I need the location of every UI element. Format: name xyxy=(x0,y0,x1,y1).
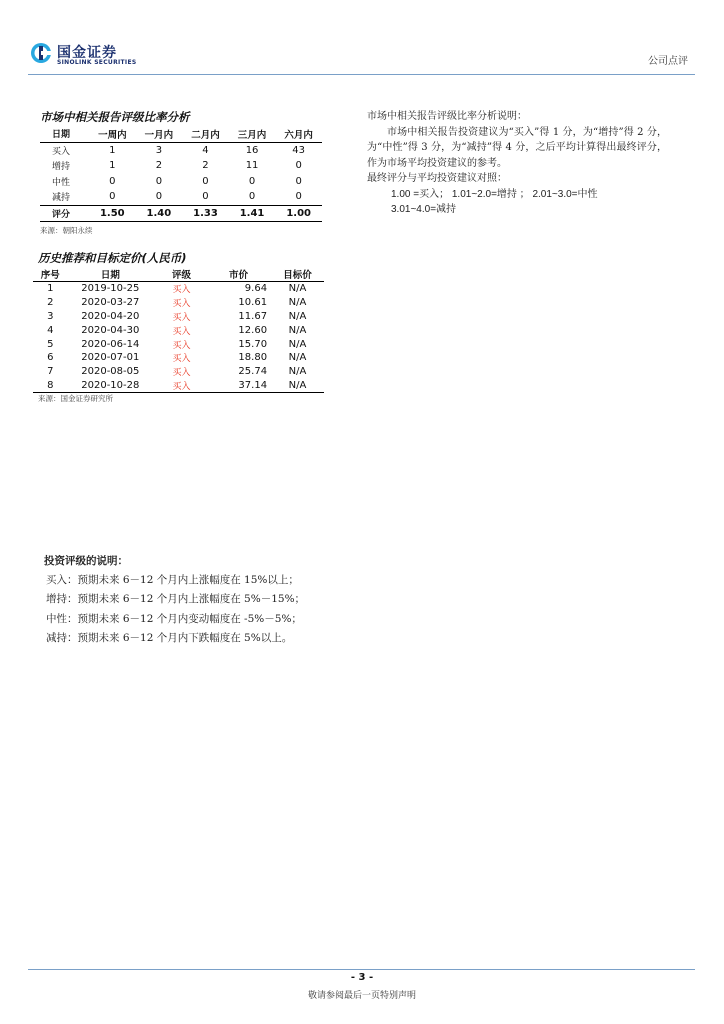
history-table xyxy=(33,267,324,393)
cell-target: N/A xyxy=(288,338,307,350)
cell-price: 12.60 xyxy=(238,324,268,336)
cell: 1.50 xyxy=(89,205,136,222)
cell-rating: 买入 xyxy=(172,285,191,296)
cell: 0 xyxy=(295,191,302,203)
cell: 0 xyxy=(248,191,256,203)
cell-date: 2019-10-25 xyxy=(81,283,140,295)
footer-disclaimer: 敬请参阅最后一页特别声明 xyxy=(307,991,416,1001)
col-header-price: 市价 xyxy=(210,267,271,282)
footer-divider xyxy=(28,969,695,970)
cell: 2 xyxy=(155,160,163,172)
mapping-line-1: 1.00 =买入； 1.01~2.0=增持 ； 2.01~3.0=中性 xyxy=(391,188,598,200)
cell-price: 10.61 xyxy=(238,297,268,309)
cell-target: N/A xyxy=(288,310,307,322)
table-row xyxy=(33,282,324,296)
table-row xyxy=(33,323,324,337)
cell-price: 25.74 xyxy=(238,366,268,378)
row-label: 增持 xyxy=(52,162,71,173)
table-row xyxy=(33,310,324,324)
cell-no: 3 xyxy=(47,310,54,322)
cell: 0 xyxy=(109,175,116,187)
cell-date: 2020-04-20 xyxy=(81,310,140,322)
rating-definitions-title: 投资评级的说明： xyxy=(44,555,128,567)
cell-no: 4 xyxy=(47,324,54,336)
cell-date: 2020-04-30 xyxy=(81,324,140,336)
rating-explanation xyxy=(367,109,667,218)
cell: 1.33 xyxy=(182,205,229,222)
cell-rating: 买入 xyxy=(172,299,191,310)
cell: 43 xyxy=(292,144,306,156)
rating-stats-source: 来源：朝阳永续 xyxy=(40,226,93,235)
table-row xyxy=(33,296,324,310)
col-header-2m: 二月内 xyxy=(182,126,229,142)
cell-price: 37.14 xyxy=(210,379,271,393)
cell: 0 xyxy=(109,191,116,203)
col-header-date: 日期 xyxy=(40,126,89,142)
table-row xyxy=(33,351,324,365)
cell-target: N/A xyxy=(288,324,307,336)
cell-date: 2020-06-14 xyxy=(81,338,140,350)
cell-date: 2020-07-01 xyxy=(81,352,140,364)
cell: 1.41 xyxy=(229,205,276,222)
rating-stats-title: 市场中相关报告评级比率分析 xyxy=(40,110,190,124)
col-header-date: 日期 xyxy=(68,267,153,282)
definition-buy: 买入：预期未来 6－12 个月内上涨幅度在 15%以上； xyxy=(46,574,299,587)
row-label: 买入 xyxy=(52,146,71,157)
cell-target: N/A xyxy=(271,379,324,393)
cell-no: 6 xyxy=(47,352,54,364)
col-header-1m: 一月内 xyxy=(136,126,183,142)
cell-date: 2020-08-05 xyxy=(81,366,140,378)
page-header xyxy=(28,38,696,74)
col-header-1w: 一周内 xyxy=(89,126,136,142)
cell: 1 xyxy=(109,160,116,172)
definition-overweight: 增持：预期未来 6－12 个月内上涨幅度在 5%－15%； xyxy=(46,593,306,606)
cell-target: N/A xyxy=(288,283,307,295)
col-header-target: 目标价 xyxy=(271,267,324,282)
cell-no: 1 xyxy=(47,283,54,295)
cell: 1.40 xyxy=(136,205,183,222)
col-header-no: 序号 xyxy=(33,267,68,282)
cell: 1 xyxy=(109,144,116,156)
cell: 4 xyxy=(202,144,209,156)
cell: 0 xyxy=(202,191,209,203)
table-row xyxy=(40,189,322,205)
rating-stats-header-row xyxy=(40,126,322,142)
cell-target: N/A xyxy=(288,366,307,378)
cell-no: 8 xyxy=(33,379,68,393)
definition-underweight: 减持：预期未来 6－12 个月内下跌幅度在 5%以上。 xyxy=(46,631,293,644)
col-header-rating: 评级 xyxy=(153,267,210,282)
table-row xyxy=(40,158,322,174)
cell-price: 18.80 xyxy=(238,352,268,364)
cell-no: 7 xyxy=(47,366,54,378)
sinolink-logo-icon xyxy=(30,42,52,64)
cell: 0 xyxy=(155,191,163,203)
report-type-label: 公司点评 xyxy=(648,56,688,67)
table-row xyxy=(33,337,324,351)
cell-rating: 买入 xyxy=(172,326,191,337)
definition-neutral: 中性：预期未来 6－12 个月内变动幅度在 -5%－5%； xyxy=(46,612,302,625)
mapping-title: 最终评分与平均投资建议对照： xyxy=(367,173,507,184)
cell-price: 11.67 xyxy=(238,310,268,322)
cell-target: N/A xyxy=(288,352,307,364)
cell-price: 15.70 xyxy=(238,338,268,350)
table-row xyxy=(40,174,322,190)
table-row xyxy=(33,379,324,393)
cell: 11 xyxy=(245,160,259,172)
row-label: 评分 xyxy=(40,205,89,222)
mapping-line-2: 3.01~4.0=减持 xyxy=(391,204,457,215)
table-row xyxy=(33,365,324,379)
table-row xyxy=(40,142,322,158)
cell-rating: 买入 xyxy=(153,379,210,393)
cell-rating: 买入 xyxy=(172,340,191,351)
cell-rating: 买入 xyxy=(172,354,191,365)
cell-date: 2020-03-27 xyxy=(81,297,140,309)
cell: 0 xyxy=(295,160,302,172)
cell: 0 xyxy=(155,175,163,187)
history-header-row xyxy=(33,267,324,282)
col-header-6m: 六月内 xyxy=(275,126,322,142)
cell: 3 xyxy=(155,144,163,156)
explanation-body: 市场中相关报告投资建议为“买入”得 1 分，为“增持”得 2 分，为“中性”得 3 分，为“减持”得 4 分，之后平均计算得出最终评分，作为市场平均投资建议的参考。 xyxy=(367,126,667,169)
rating-definitions xyxy=(44,552,305,648)
cell-no: 5 xyxy=(47,338,54,350)
row-label: 中性 xyxy=(52,177,71,188)
score-row xyxy=(40,205,322,222)
row-label: 减持 xyxy=(52,193,71,204)
cell-date: 2020-10-28 xyxy=(68,379,153,393)
cell: 2 xyxy=(202,160,209,172)
col-header-3m: 三月内 xyxy=(229,126,276,142)
cell: 0 xyxy=(248,175,256,187)
cell: 16 xyxy=(245,144,259,156)
page-number: - 3 - xyxy=(350,972,374,983)
cell-no: 2 xyxy=(47,297,54,309)
cell-target: N/A xyxy=(288,297,307,309)
history-title: 历史推荐和目标定价(人民币) xyxy=(38,251,187,265)
cell-rating: 买入 xyxy=(172,312,191,323)
history-source: 来源：国金证券研究所 xyxy=(38,394,113,403)
logo-english-name: SINOLINK SECURITIES xyxy=(57,59,137,66)
header-divider xyxy=(28,74,695,75)
cell-rating: 买入 xyxy=(172,368,191,379)
logo-chinese-name: 国金证券 xyxy=(57,45,117,61)
cell: 0 xyxy=(295,175,302,187)
cell: 1.00 xyxy=(275,205,322,222)
cell-price: 9.64 xyxy=(244,283,268,295)
cell: 0 xyxy=(202,175,209,187)
rating-stats-table xyxy=(40,126,322,222)
explanation-title: 市场中相关报告评级比率分析说明： xyxy=(367,111,527,122)
